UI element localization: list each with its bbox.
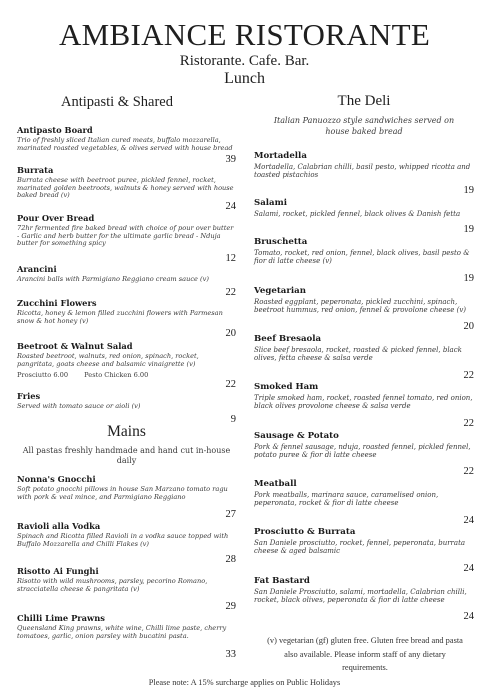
menu-item-mortadella — [254, 151, 474, 180]
item-price: 22 — [463, 370, 474, 381]
item-price: 28 — [225, 554, 236, 565]
item-description: Arancini balls with Parmigiano Reggiano cream sauce (v) — [17, 275, 209, 283]
deli-heading: The Deli — [337, 93, 391, 109]
item-description: Burrata cheese with beetroot puree, pickled fennel, rocket, marinated golden beetroots, walnuts & honey served with house baked bread (v) — [17, 176, 234, 200]
menu-item-ravioli-alla-vodka — [17, 521, 236, 548]
menu-item-fries — [17, 391, 236, 411]
menu-item-zucchini-flowers — [17, 298, 236, 325]
item-price: 24 — [225, 201, 236, 212]
menu-item-beetroot-walnut-salad — [17, 341, 236, 379]
item-name: Nonna's Gnocchi — [17, 474, 96, 484]
item-addons — [17, 371, 236, 379]
item-price: 20 — [225, 328, 236, 339]
antipasti-heading: Antipasti & Shared — [61, 94, 173, 110]
item-description: Mortadella, Calabrian chilli, basil pesto, whipped ricotta and toasted pistachios — [254, 163, 471, 180]
item-price: 29 — [225, 601, 236, 612]
item-name: Ravioli alla Vodka — [17, 521, 101, 531]
item-name: Fries — [17, 391, 41, 401]
item-name: Meatball — [254, 479, 297, 489]
menu-item-arancini — [17, 264, 236, 284]
item-name: Beef Bresaola — [254, 334, 322, 344]
item-description: Pork & fennel sausage, nduja, roasted fennel, pickled fennel, potato puree & fior di latte cheese — [254, 443, 471, 460]
item-name: Chilli Lime Prawns — [17, 613, 105, 623]
menu-item-beef-bresaola — [254, 334, 474, 363]
item-price: 24 — [463, 515, 474, 526]
surcharge-note: Please note: A 15% surcharge applies on Public Holidays — [148, 678, 341, 687]
item-price: 12 — [225, 253, 236, 264]
menu-item-sausage-potato — [254, 431, 474, 460]
item-price: 19 — [463, 273, 474, 284]
restaurant-subtitle: Ristorante. Cafe. Bar. — [179, 53, 310, 69]
deli-intro: Italian Panuozzo style sandwiches served on house baked bread — [273, 116, 455, 136]
menu-item-burrata — [17, 165, 236, 200]
item-description: Pork meatballs, marinara sauce, caramelised onion, peperonata, rocket & fior di latte cheese — [254, 491, 439, 508]
mains-intro: All pastas freshly handmade and hand cut in-house daily — [22, 446, 231, 465]
item-description: Slice beef bresaola, rocket, roasted & picked fennel, black olives, fetta cheese & salsa verde — [254, 346, 462, 363]
item-description: San Daniele Prosciutto, salami, mortadella, Calabrian chilli, rocket, black olives, peperonata & fior di latte cheese — [254, 588, 467, 605]
menu-item-risotto-ai-funghi — [17, 566, 236, 593]
item-price: 22 — [463, 418, 474, 429]
item-name: Beetroot & Walnut Salad — [17, 341, 133, 351]
menu-item-chilli-lime-prawns — [17, 613, 236, 640]
item-price: 33 — [225, 649, 236, 660]
item-description: Roasted eggplant, peperonata, pickled zucchini, spinach, beetroot hummus, red onion, fennel & provolone cheese (v) — [254, 298, 467, 315]
menu-item-fat-bastard — [254, 576, 474, 605]
menu-item-prosciutto-burrata — [254, 527, 474, 556]
item-description: Salami, rocket, pickled fennel, black olives & Danish fetta — [254, 210, 461, 218]
addon-pesto-chicken: Pesto Chicken 6.00 — [84, 371, 149, 380]
restaurant-title: AMBIANCE RISTORANTE — [58, 17, 431, 52]
item-name: Antipasto Board — [17, 125, 93, 135]
item-price: 27 — [225, 509, 236, 520]
item-description: Risotto with wild mushrooms, parsley, pecorino Romano, stracciatella cheese & pangritata (v) — [17, 577, 208, 593]
menu-item-vegetarian — [254, 286, 474, 315]
item-description: Roasted beetroot, walnuts, red onion, spinach, rocket, pangritata, goats cheese and balsamic vinaigrette (v) — [17, 352, 199, 368]
item-price: 9 — [230, 414, 236, 425]
dietary-note: (v) vegetarian (gf) gluten free. Gluten free bread and pasta also available. Please inform staff of any dietary requirements. — [267, 636, 463, 672]
item-description: Trio of freshly sliced Italian cured meats, buffalo mozzarella, marinated roasted vegetables, & olives served with house bread — [17, 136, 233, 152]
item-price: 24 — [463, 563, 474, 574]
item-name: Arancini — [17, 264, 57, 274]
menu-item-antipasto-board — [17, 125, 236, 152]
item-price: 19 — [463, 185, 474, 196]
item-name: Smoked Ham — [254, 382, 319, 392]
item-name: Mortadella — [254, 151, 307, 161]
item-description: 72hr fermented fire baked bread with choice of pour over butter - Garlic and herb butter for the ultimate garlic bread - Nduja butter for something spicy — [17, 224, 234, 248]
menu-item-nonnas-gnocchi — [17, 474, 236, 501]
mains-heading: Mains — [107, 423, 146, 440]
menu-item-meatball — [254, 479, 474, 508]
menu-item-smoked-ham — [254, 382, 474, 411]
item-name: Risotto Ai Funghi — [17, 566, 99, 576]
item-name: Bruschetta — [254, 237, 308, 247]
item-name: Fat Bastard — [254, 576, 310, 586]
item-name: Pour Over Bread — [17, 213, 95, 223]
item-name: Zucchini Flowers — [17, 298, 97, 308]
item-description: Tomato, rocket, red onion, fennel, black olives, basil pesto & fior di latte cheese (v) — [254, 249, 470, 266]
item-price: 20 — [463, 321, 474, 332]
menu-item-salami — [254, 198, 474, 218]
item-price: 39 — [225, 154, 236, 165]
item-name: Burrata — [17, 165, 54, 175]
item-price: 22 — [463, 466, 474, 477]
meal-heading: Lunch — [224, 70, 265, 87]
menu-item-pour-over-bread — [17, 213, 236, 248]
item-price: 24 — [463, 611, 474, 622]
item-price: 19 — [463, 224, 474, 235]
item-description: Queensland King prawns, white wine, Chilli lime paste, cherry tomatoes, garlic, onion parsley with bucatini pasta. — [17, 624, 227, 640]
item-description: Ricotta, honey & lemon filled zucchini flowers with Parmesan snow & hot honey (v) — [17, 309, 223, 325]
item-description: Soft potato gnocchi pillows in house San Marzano tomato ragu with pork & veal mince, and Parmigiano Reggiano — [17, 485, 228, 501]
item-name: Vegetarian — [254, 286, 306, 296]
item-name: Salami — [254, 198, 287, 208]
item-description: Spinach and Ricotta filled Ravioli in a vodka sauce topped with Buffalo Mozzarella and Chilli Flakes (v) — [17, 532, 229, 548]
item-description: San Daniele prosciutto, rocket, fennel, peperonata, burrata cheese & aged balsamic — [254, 539, 466, 556]
menu-item-bruschetta — [254, 237, 474, 266]
item-price: 22 — [225, 379, 236, 390]
item-name: Prosciutto & Burrata — [254, 527, 356, 537]
item-description: Served with tomato sauce or aioli (v) — [17, 402, 141, 410]
item-price: 22 — [225, 287, 236, 298]
item-name: Sausage & Potato — [254, 431, 339, 441]
item-description: Triple smoked ham, rocket, roasted fennel tomato, red onion, black olives provolone cheese & salsa verde — [254, 394, 473, 411]
addon-prosciutto: Prosciutto 6.00 — [17, 371, 69, 380]
